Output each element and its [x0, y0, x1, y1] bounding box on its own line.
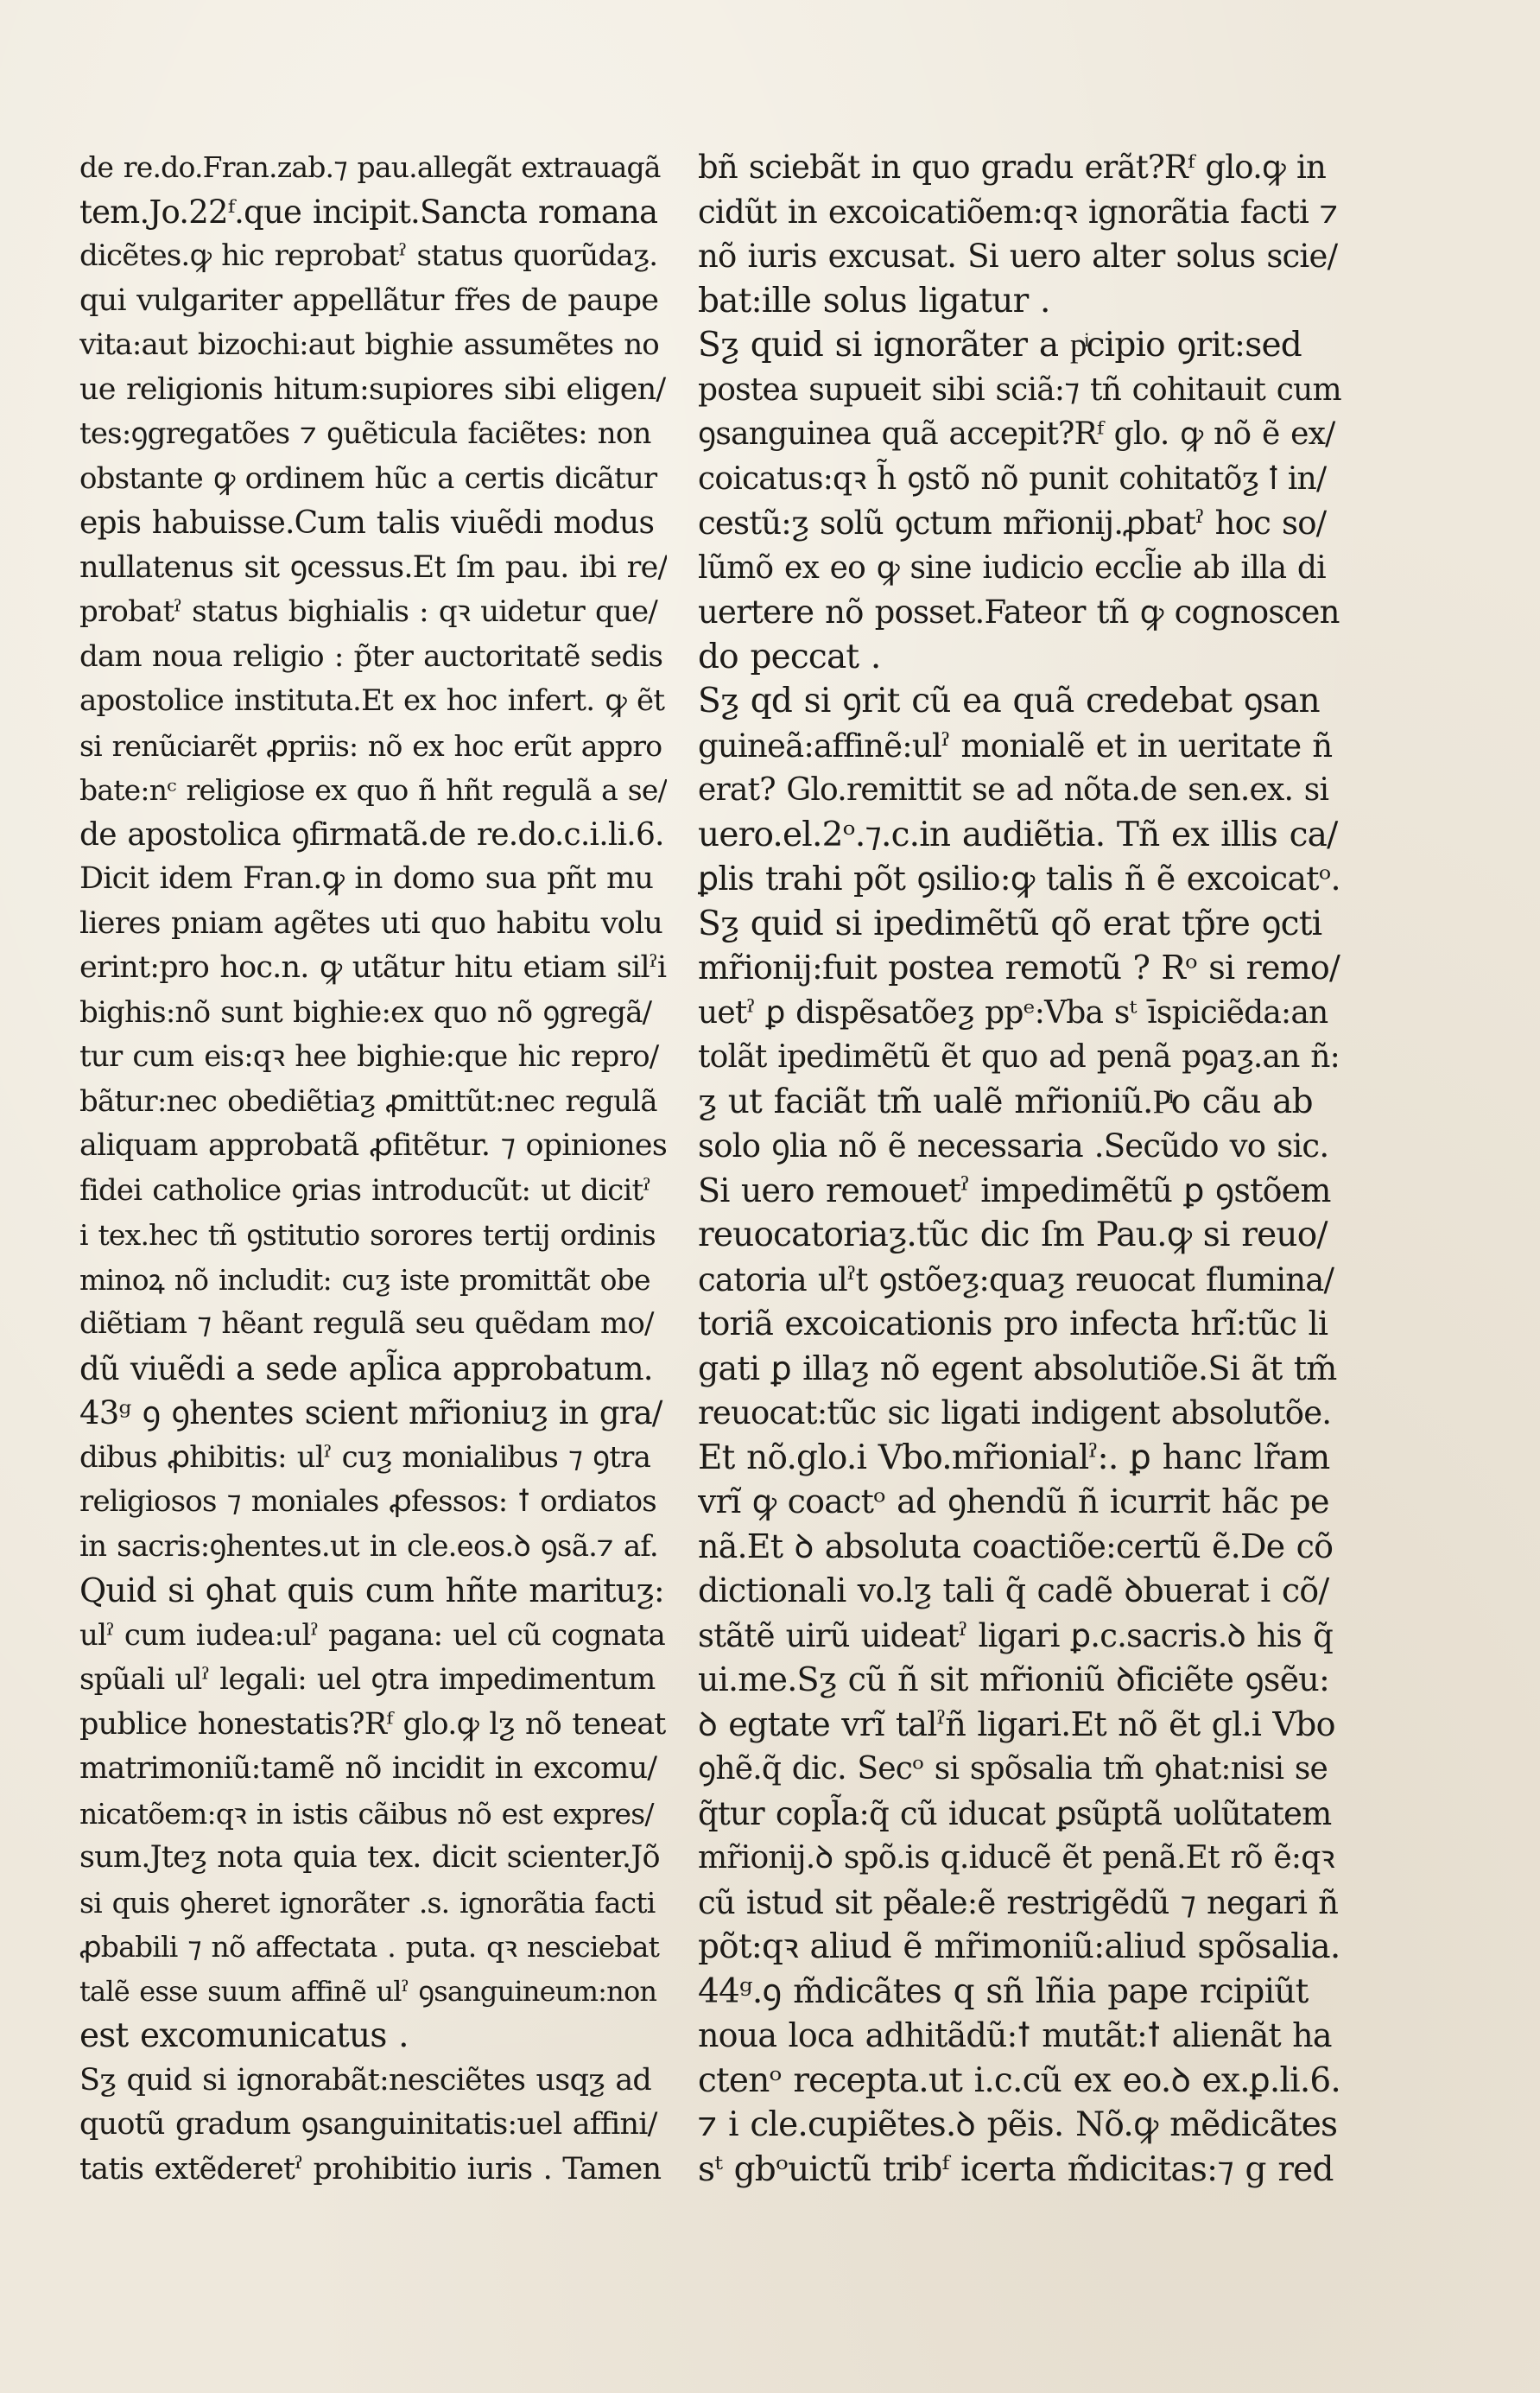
- text-line: de re.do.Fran.zab.⁊ pau.allegãt extrauagã: [79, 150, 661, 184]
- text-line: catoria ulˀt ꝯstõeƺ:quaƺ reuocat flumina/: [698, 1260, 1334, 1298]
- text-line: erint:pro hoc.n. ꝙ utãtur hitu etiam silˀi: [79, 950, 667, 985]
- text-line: guineã:affinẽ:ulˀ monialẽ et in ueritate ñ: [698, 727, 1333, 765]
- text-line: aliquam approbatã ꝓfitẽtur. ⁊ opiniones: [79, 1128, 667, 1163]
- text-line: Si uero remouetˀ impedimẽtũ ꝑ ꝯstõem: [698, 1171, 1331, 1209]
- text-line: q̃tur copl̃a:q̃ cũ iducat ꝑsũptã uolũtatem: [698, 1794, 1332, 1832]
- text-line: vita:aut bizochi:aut bighie assumẽtes no: [79, 327, 659, 362]
- text-line: nõ iuris excusat. Si uero alter solus scie/: [698, 238, 1338, 275]
- text-line: tolãt ipedimẽtũ ẽt quo ad penã pꝯaƺ.an ñ:: [698, 1039, 1340, 1075]
- text-line: nullatenus sit ꝯcessus.Et ſm pau. ibi re/: [79, 549, 667, 585]
- text-line: noua loca adhitãdũ:ꝉ mutãt:ꝉ alienãt ha: [698, 2016, 1332, 2054]
- text-line: reuocatoriaƺ.tũc dic ſm Pau.ꝙ si reuo/: [698, 1216, 1328, 1254]
- text-line: ꝯsanguinea quã accepit?Rᶠ glo. ꝙ nõ ẽ ex/: [698, 416, 1335, 452]
- text-line: ꝑlis trahi põt ꝯsilio:ꝙ talis ñ ẽ excoicatᵒ.: [698, 860, 1340, 898]
- text-line: apostolice instituta.Et ex hoc infert. ꝙ ẽt: [79, 683, 665, 718]
- text-line: religiosos ⁊ moniales ꝓfessos: ꝉ ordiatos: [79, 1484, 656, 1519]
- text-line: bate:nᶜ religiose ex quo ñ hñt regulã a se/: [79, 773, 667, 807]
- text-line: in sacris:ꝯhentes.ut in cle.eos.ꝺ ꝯsã.⁊ af.: [79, 1528, 658, 1564]
- text-line: Sƺ qd si ꝯrit cũ ea quã credebat ꝯsan: [698, 682, 1320, 720]
- text-line: ƺ ut faciãt tm̃ ualẽ mr̃ioniũ.Pͥo cãu ab: [698, 1082, 1313, 1121]
- text-line: 43ᵍ ꝯ ꝯhentes scient mr̃ioniuƺ in gra/: [79, 1394, 662, 1431]
- text-line: tatis extẽderetˀ prohibitio iuris . Tamen: [79, 2151, 662, 2187]
- text-line: Sƺ quid si ignorabãt:nesciẽtes usqƺ ad: [79, 2062, 651, 2098]
- text-line: uero.el.2ᵒ.⁊.c.in audiẽtia. Tñ ex illis ca/: [698, 815, 1338, 854]
- text-line: uertere nõ posset.Fateor tñ ꝙ cognoscen: [698, 593, 1340, 631]
- text-line: nicatõem:qꝛ in istis cãibus nõ est expres/: [79, 1796, 654, 1831]
- text-line: spũali ulˀ legali: uel ꝯtra impedimentum: [79, 1662, 656, 1697]
- text-line: Quid si ꝯhat quis cum hñte marituƺ:: [79, 1571, 664, 1609]
- text-line: ꝺ egtate vrĩ talˀñ ligari.Et nõ ẽt gl.i Vbo: [698, 1704, 1335, 1743]
- text-line: sum.Jteƺ nota quia tex. dicit scienter.Jõ: [79, 1840, 660, 1875]
- text-line: bãtur:nec obediẽtiaƺ ꝓmittũt:nec regulã: [79, 1083, 657, 1119]
- text-line: dicẽtes.ꝙ hic reprobatˀ status quorũdaƺ.: [79, 238, 658, 273]
- text-line: mr̃ionij.ꝺ spõ.is q.iducẽ ẽt penã.Et rõ ẽ:qꝛ: [698, 1840, 1334, 1876]
- right-text-column: [698, 145, 1341, 2192]
- text-line: cestũ:ƺ solũ ꝯctum mr̃ionij.ꝓbatˀ hoc so/: [698, 505, 1327, 542]
- text-line: fidei catholice ꝯrias introducũt: ut dicitˀ: [79, 1172, 651, 1208]
- text-line: lieres pniam agẽtes uti quo habitu volu: [79, 905, 662, 941]
- text-line: cũ istud sit pẽale:ẽ restrigẽdũ ⁊ negari ñ: [698, 1883, 1339, 1921]
- text-line: bat:ille solus ligatur .: [698, 281, 1050, 321]
- text-line: cidũt in excoicatiõem:qꝛ ignorãtia facti ⁊: [698, 193, 1338, 231]
- text-line: probatˀ status bighialis : qꝛ uidetur que/: [79, 594, 658, 629]
- text-line: vrĩ ꝙ coactᵒ ad ꝯhendũ ñ icurrit hãc pe: [698, 1482, 1329, 1520]
- text-line: minoꝝ nõ includit: cuƺ iste promittãt obe: [79, 1262, 650, 1297]
- text-line: ctenᵒ recepta.ut i.c.cũ ex eo.ꝺ ex.ꝑ.li.6.: [698, 2060, 1341, 2100]
- text-line: stãtẽ uirũ uideatˀ ligari ꝑ.c.sacris.ꝺ his q̃: [698, 1616, 1333, 1654]
- text-line: de apostolica ꝯfirmatã.de re.do.c.i.li.6.: [79, 816, 664, 853]
- text-line: ue religionis hitum:supiores sibi eligen/: [79, 371, 666, 407]
- text-line: sᵗ gbᵒuictũ tribᶠ icerta m̃dicitas:⁊ g red: [698, 2149, 1334, 2189]
- text-line: dictionali vo.lƺ tali q̃ cadẽ ꝺbuerat i cõ/: [698, 1571, 1329, 1609]
- text-line: põt:qꝛ aliud ẽ mr̃imoniũ:aliud spõsalia.: [698, 1927, 1340, 1966]
- text-line: Sƺ quid si ignorãter a pͥcipio ꝯrit:sed: [698, 326, 1302, 365]
- text-line: ꝯhẽ.q̃ dic. Secᵒ si spõsalia tm̃ ꝯhat:nisi se: [698, 1751, 1328, 1787]
- text-line: do peccat .: [698, 637, 881, 676]
- text-line: lũmõ ex eo ꝙ sine iudicio eccl̃ie ab illa di: [698, 549, 1326, 586]
- text-line: qui vulgariter appellãtur fr̃es de paupe: [79, 282, 659, 318]
- text-line: Sƺ quid si ipedimẽtũ qõ erat tp̃re ꝯcti: [698, 904, 1322, 943]
- text-line: matrimoniũ:tamẽ nõ incidit in excomu/: [79, 1751, 657, 1786]
- text-line: erat? Glo.remittit se ad nõta.de sen.ex. si: [698, 772, 1329, 808]
- text-line: ꝓbabili ⁊ nõ affectata . puta. qꝛ nesciebat: [79, 1930, 660, 1964]
- text-line: tes:ꝯgregatões ⁊ ꝯuẽticula faciẽtes: non: [79, 416, 651, 451]
- text-line: quotũ gradum ꝯsanguinitatis:uel affini/: [79, 2107, 657, 2142]
- text-line: si quis ꝯheret ignorãter .s. ignorãtia facti: [79, 1885, 656, 1920]
- text-line: mr̃ionij:fuit postea remotũ ? Rᵒ si remo/: [698, 949, 1340, 987]
- text-line: solo ꝯlia nõ ẽ necessaria .Secũdo vo sic.: [698, 1127, 1329, 1165]
- text-line: ui.me.Sƺ cũ ñ sit mr̃ioniũ ꝺficiẽte ꝯsẽu:: [698, 1660, 1329, 1698]
- text-line: bñ sciebãt in quo gradu erãt?Rᶠ glo.ꝙ in: [698, 149, 1327, 186]
- text-line: dam noua religio : p̃ter auctoritatẽ sedis: [79, 638, 663, 674]
- text-line: si renũciarẽt ꝓpriis: nõ ex hoc erũt appro: [79, 728, 662, 763]
- text-line: Dicit idem Fran.ꝙ in domo sua pñt mu: [79, 861, 654, 896]
- text-line: dibus ꝓhibitis: ulˀ cuƺ monialibus ⁊ ꝯtra: [79, 1439, 651, 1475]
- text-line: ⁊ i cle.cupiẽtes.ꝺ pẽis. Nõ.ꝙ mẽdicãtes: [698, 2105, 1338, 2144]
- text-line: dũ viuẽdi a sede apl̃ica approbatum.: [79, 1349, 653, 1387]
- text-line: postea supueit sibi sciã:⁊ tñ cohitauit cum: [698, 371, 1341, 408]
- text-line: reuocat:tũc sic ligati indigent absolutõe.: [698, 1394, 1332, 1431]
- text-line: est excomunicatus .: [79, 2016, 409, 2055]
- text-line: i tex.hec tñ ꝯstitutio sorores tertij ordinis: [79, 1218, 656, 1252]
- text-line: publice honestatis?Rᶠ glo.ꝙ lƺ nõ teneat: [79, 1706, 666, 1742]
- text-line: diẽtiam ⁊ hẽant regulã seu quẽdam mo/: [79, 1306, 654, 1341]
- text-line: gati ꝑ illaƺ nõ egent absolutiõe.Si ãt tm̃: [698, 1349, 1337, 1387]
- text-line: bighis:nõ sunt bighie:ex quo nõ ꝯgregã/: [79, 994, 652, 1030]
- text-line: nã.Et ꝺ absoluta coactiõe:certũ ẽ.De cõ: [698, 1527, 1334, 1565]
- text-line: epis habuisse.Cum talis viuẽdi modus: [79, 505, 655, 541]
- text-line: obstante ꝙ ordinem hũc a certis dicãtur: [79, 460, 657, 496]
- text-line: coicatus:qꝛ h̃ ꝯstõ nõ punit cohitatõƺ ꝉ in/: [698, 460, 1327, 497]
- left-text-column: [79, 145, 667, 2192]
- text-line: 44ᵍ.ꝯ m̃dicãtes q sñ lñia pape rcipiũt: [698, 1971, 1309, 2011]
- text-line: tem.Jo.22ᶠ.que incipit.Sancta romana: [79, 193, 658, 231]
- text-line: Et nõ.glo.i Vbo.mr̃ionialˀ:. ꝑ hanc lr̃am: [698, 1438, 1330, 1477]
- text-line: ulˀ cum iudea:ulˀ pagana: uel cũ cognata: [79, 1617, 665, 1653]
- text-line: toriã excoicationis pro infecta hrĩ:tũc li: [698, 1304, 1328, 1342]
- text-line: talẽ esse suum affinẽ ulˀ ꝯsanguineum:non: [79, 1974, 657, 2008]
- text-line: uetˀ ꝑ dispẽsatõeƺ ppᵉ:Vba sᵗ īspiciẽda:an: [698, 994, 1328, 1031]
- text-line: tur cum eis:qꝛ hee bighie:que hic repro/: [79, 1039, 659, 1074]
